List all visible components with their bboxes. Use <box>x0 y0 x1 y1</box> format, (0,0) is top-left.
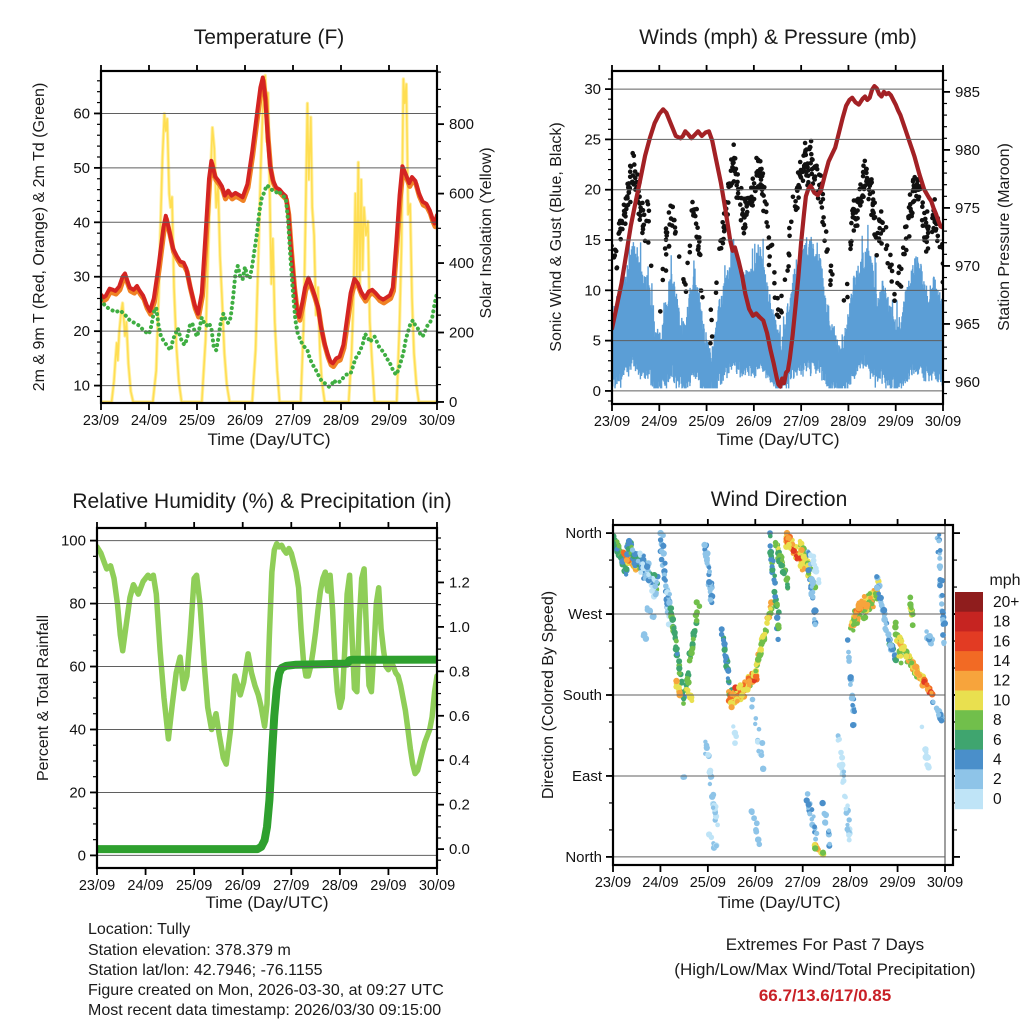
svg-text:26/09: 26/09 <box>735 414 773 430</box>
svg-text:965: 965 <box>955 315 981 333</box>
station-latlon-text: Station lat/lon: 42.7946; -76.1155 <box>88 962 323 979</box>
svg-text:600: 600 <box>449 185 475 203</box>
svg-text:1.2: 1.2 <box>449 574 470 592</box>
extremes-title: Extremes For Past 7 Days <box>725 935 925 954</box>
svg-text:8: 8 <box>993 712 1002 730</box>
svg-text:14: 14 <box>993 652 1011 670</box>
station-elevation-text: Station elevation: 378.379 m <box>88 942 291 959</box>
svg-text:12: 12 <box>993 672 1011 690</box>
svg-text:25/09: 25/09 <box>175 878 213 894</box>
svg-text:East: East <box>571 767 602 785</box>
svg-text:18: 18 <box>993 613 1011 631</box>
svg-text:28/09: 28/09 <box>831 875 869 891</box>
svg-text:23/09: 23/09 <box>594 875 632 891</box>
svg-text:10: 10 <box>73 377 90 395</box>
svg-text:South: South <box>562 687 602 704</box>
svg-text:29/09: 29/09 <box>879 875 916 891</box>
svg-text:15: 15 <box>584 232 601 250</box>
svg-text:North: North <box>565 848 602 866</box>
svg-text:27/09: 27/09 <box>274 413 312 429</box>
svg-text:26/09: 26/09 <box>224 878 261 894</box>
svg-text:North: North <box>565 525 602 543</box>
svg-text:970: 970 <box>955 257 981 275</box>
data-timestamp-text: Most recent data timestamp: 2026/03/30 09:15:00 <box>88 1002 442 1019</box>
svg-text:30/09: 30/09 <box>418 413 456 429</box>
temperature-left-axis-label: 2m & 9m T (Red, Orange) & 2m Td (Green) <box>31 82 48 392</box>
svg-text:4: 4 <box>993 751 1002 769</box>
wind-direction-panel-title: Wind Direction <box>710 488 848 511</box>
svg-text:24/09: 24/09 <box>641 414 678 430</box>
svg-text:28/09: 28/09 <box>322 413 360 429</box>
svg-text:23/09: 23/09 <box>78 878 116 894</box>
svg-text:1.0: 1.0 <box>449 618 470 636</box>
svg-text:30/09: 30/09 <box>924 414 962 430</box>
svg-text:20: 20 <box>73 323 90 341</box>
direction-left-axis-label: Direction (Colored By Speed) <box>540 590 557 800</box>
svg-text:975: 975 <box>955 199 981 217</box>
temperature-panel-title: Temperature (F) <box>193 26 345 49</box>
svg-text:30: 30 <box>584 81 601 99</box>
svg-text:2: 2 <box>993 771 1002 789</box>
station-location-text: Location: Tully <box>88 921 191 938</box>
svg-text:0.4: 0.4 <box>449 752 470 770</box>
svg-text:50: 50 <box>73 159 90 177</box>
svg-text:28/09: 28/09 <box>830 414 867 430</box>
svg-text:5: 5 <box>592 332 601 350</box>
svg-text:20: 20 <box>69 784 86 802</box>
svg-text:960: 960 <box>955 373 981 391</box>
svg-text:0.0: 0.0 <box>449 841 470 859</box>
svg-text:30/09: 30/09 <box>418 878 456 894</box>
svg-text:West: West <box>568 606 602 624</box>
svg-text:25/09: 25/09 <box>689 875 727 891</box>
extremes-values: 66.7/13.6/17/0.85 <box>758 986 892 1005</box>
svg-text:0: 0 <box>993 790 1002 808</box>
svg-text:27/09: 27/09 <box>273 878 310 894</box>
svg-text:60: 60 <box>69 658 86 676</box>
svg-text:80: 80 <box>69 595 86 613</box>
svg-text:0: 0 <box>449 393 458 411</box>
svg-text:400: 400 <box>449 255 475 273</box>
humidity-xaxis-label: Time (Day/UTC) <box>205 893 329 912</box>
wind-left-axis-label: Sonic Wind & Gust (Blue, Black) <box>548 122 565 352</box>
svg-text:28/09: 28/09 <box>321 878 359 894</box>
svg-text:40: 40 <box>73 214 90 232</box>
svg-text:100: 100 <box>60 532 86 550</box>
svg-text:27/09: 27/09 <box>782 414 820 430</box>
svg-text:6: 6 <box>993 731 1002 749</box>
svg-text:26/09: 26/09 <box>737 875 774 891</box>
svg-text:10: 10 <box>993 692 1011 710</box>
svg-text:23/09: 23/09 <box>593 414 631 430</box>
solar-right-axis-label: Solar Insolation (Yellow) <box>478 147 495 319</box>
svg-text:23/09: 23/09 <box>82 413 120 429</box>
svg-text:40: 40 <box>69 721 86 739</box>
temperature-xaxis-label: Time (Day/UTC) <box>207 430 331 449</box>
svg-text:24/09: 24/09 <box>130 413 168 429</box>
svg-text:0: 0 <box>77 847 86 865</box>
svg-text:25/09: 25/09 <box>178 413 216 429</box>
svg-text:29/09: 29/09 <box>877 414 914 430</box>
svg-text:0: 0 <box>592 382 601 400</box>
svg-text:980: 980 <box>955 141 981 159</box>
svg-text:800: 800 <box>449 116 475 134</box>
winds-panel-title: Winds (mph) & Pressure (mb) <box>639 26 917 49</box>
extremes-subtitle: (High/Low/Max Wind/Total Precipitation) <box>674 960 976 979</box>
svg-text:0.8: 0.8 <box>449 663 470 681</box>
svg-text:30/09: 30/09 <box>926 875 964 891</box>
svg-text:16: 16 <box>993 633 1011 651</box>
winds-xaxis-label: Time (Day/UTC) <box>716 430 840 449</box>
humidity-left-axis-label: Percent & Total Rainfall <box>35 614 52 782</box>
wind-direction-xaxis-label: Time (Day/UTC) <box>717 893 841 912</box>
svg-text:24/09: 24/09 <box>127 878 164 894</box>
svg-text:30: 30 <box>73 268 90 286</box>
svg-text:10: 10 <box>584 282 601 300</box>
svg-text:0.2: 0.2 <box>449 796 470 814</box>
svg-text:985: 985 <box>955 83 981 101</box>
svg-text:29/09: 29/09 <box>370 878 407 894</box>
svg-text:60: 60 <box>73 105 90 123</box>
svg-text:200: 200 <box>449 324 475 342</box>
colorbar-unit-label: mph <box>989 572 1021 589</box>
svg-text:24/09: 24/09 <box>642 875 679 891</box>
svg-text:25/09: 25/09 <box>688 414 725 430</box>
svg-text:0.6: 0.6 <box>449 707 470 725</box>
svg-text:27/09: 27/09 <box>784 875 821 891</box>
svg-text:20+: 20+ <box>993 593 1020 611</box>
svg-text:20: 20 <box>584 181 601 199</box>
svg-text:25: 25 <box>584 131 601 149</box>
figure-created-text: Figure created on Mon, 2026-03-30, at 09:27 UTC <box>88 982 444 999</box>
pressure-right-axis-label: Station Pressure (Maroon) <box>996 143 1013 331</box>
svg-text:26/09: 26/09 <box>226 413 264 429</box>
svg-text:29/09: 29/09 <box>370 413 408 429</box>
humidity-panel-title: Relative Humidity (%) & Precipitation (in) <box>72 490 452 513</box>
